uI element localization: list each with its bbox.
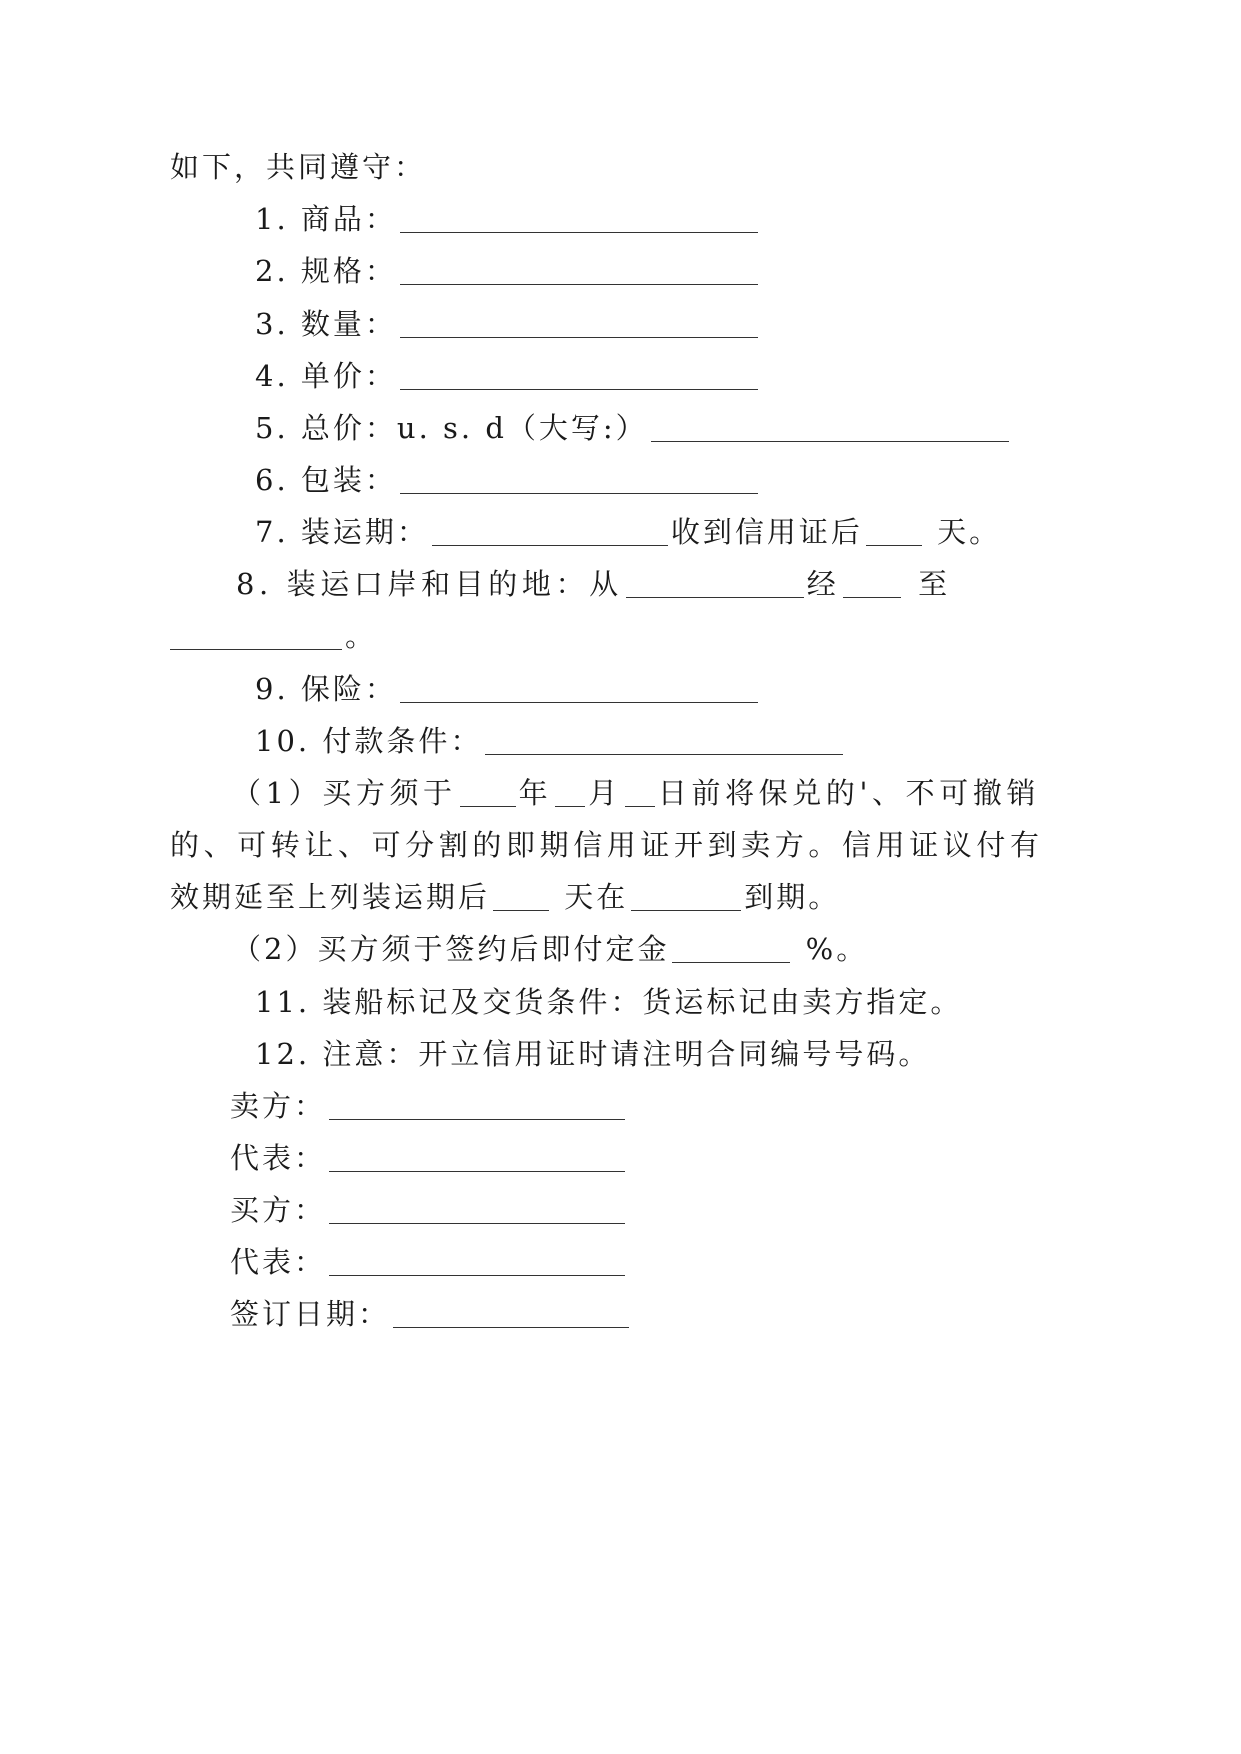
lc-day-blank[interactable]: [625, 782, 655, 807]
spec-blank[interactable]: [400, 260, 758, 285]
signature-buyer: [230, 1193, 628, 1227]
lc-valid-days-blank[interactable]: [493, 886, 549, 911]
lc-clause-2: [232, 932, 868, 966]
lc-clause-1-line-3: [170, 880, 840, 914]
lc-clause-1-line-1: [232, 776, 1040, 810]
item-packing: [255, 463, 761, 497]
date-blank[interactable]: [393, 1303, 629, 1328]
item-insurance: [255, 672, 761, 706]
item-payment: [255, 724, 846, 758]
item-packing-label: 6. 包装：: [255, 463, 397, 497]
intro-line: 如下，共同遵守：: [170, 150, 427, 184]
shipment-date-blank[interactable]: [432, 521, 668, 546]
shipment-text: 收到信用证后: [670, 515, 863, 549]
lc-clause-2-text: （2）买方须于签约后即付定金: [232, 932, 670, 966]
signature-buyer-rep-label: 代表：: [230, 1245, 327, 1279]
lc-month-blank[interactable]: [555, 782, 585, 807]
item-unit-price-label: 4. 单价：: [255, 359, 397, 393]
signature-seller-rep-label: 代表：: [230, 1141, 327, 1175]
item-port-label: 8. 装运口岸和目的地：从: [236, 567, 623, 601]
buyer-rep-blank[interactable]: [329, 1251, 625, 1276]
item-quantity-label: 3. 数量：: [255, 307, 397, 341]
lc-clause-1-text-e: 效期延至上列装运期后: [170, 880, 491, 914]
lc-clause-1-text-g: 到期。: [744, 880, 841, 914]
signature-seller: [230, 1089, 628, 1123]
item-shipment-label: 7. 装运期：: [255, 515, 429, 549]
item-shipping-marks: 11. 装船标记及交货条件：货运标记由卖方指定。: [255, 985, 963, 1019]
signature-date-label: 签订日期：: [230, 1297, 391, 1331]
item-quantity: [255, 307, 761, 341]
deposit-percent-blank[interactable]: [672, 938, 790, 963]
signature-seller-rep: [230, 1141, 628, 1175]
payment-blank[interactable]: [485, 730, 843, 755]
item-spec-label: 2. 规格：: [255, 254, 397, 288]
port-to: 至: [918, 567, 952, 601]
lc-clause-1-text-d: 日前将保兑的'、不可撤销: [657, 776, 1041, 810]
port-end: 。: [345, 619, 378, 653]
item-insurance-label: 9. 保险：: [255, 672, 397, 706]
port-from-blank[interactable]: [626, 573, 804, 598]
item-shipment: [255, 515, 1001, 549]
lc-clause-1-text-f: 天在: [564, 880, 629, 914]
signature-buyer-rep: [230, 1245, 628, 1279]
port-to-blank[interactable]: [170, 625, 342, 650]
signature-date: [230, 1297, 632, 1331]
lc-expiry-place-blank[interactable]: [631, 886, 741, 911]
lc-clause-1-text-a: （1）买方须于: [232, 776, 457, 810]
goods-blank[interactable]: [400, 208, 758, 233]
quantity-blank[interactable]: [400, 313, 758, 338]
item-unit-price: [255, 359, 761, 393]
insurance-blank[interactable]: [400, 678, 758, 703]
item-payment-label: 10. 付款条件：: [255, 724, 483, 758]
deposit-percent-sign: %。: [805, 932, 869, 966]
item-total-price: [255, 411, 1012, 445]
port-via: 经: [806, 567, 841, 601]
item-port: [236, 567, 952, 601]
lc-year-label: 年: [518, 776, 553, 810]
lc-month-label: 月: [588, 776, 622, 810]
item-goods: [255, 202, 761, 236]
item-port-continued: [170, 619, 377, 653]
shipment-days-blank[interactable]: [866, 521, 922, 546]
seller-rep-blank[interactable]: [329, 1147, 625, 1172]
signature-buyer-label: 买方：: [230, 1193, 327, 1227]
seller-blank[interactable]: [329, 1095, 625, 1120]
port-via-blank[interactable]: [843, 573, 901, 598]
item-goods-label: 1. 商品：: [255, 202, 397, 236]
signature-seller-label: 卖方：: [230, 1089, 327, 1123]
item-total-price-label: 5. 总价：u. s. d（大写:）: [255, 411, 648, 445]
item-spec: [255, 254, 761, 288]
packing-blank[interactable]: [400, 469, 758, 494]
lc-clause-1-line-2: 的、可转让、可分割的即期信用证开到卖方。信用证议付有: [170, 828, 1044, 862]
item-note: 12. 注意：开立信用证时请注明合同编号号码。: [255, 1037, 931, 1071]
buyer-blank[interactable]: [329, 1199, 625, 1224]
total-price-blank[interactable]: [651, 417, 1009, 442]
lc-year-blank[interactable]: [460, 782, 516, 807]
unit-price-blank[interactable]: [400, 365, 758, 390]
shipment-days-unit: 天。: [937, 515, 1002, 549]
